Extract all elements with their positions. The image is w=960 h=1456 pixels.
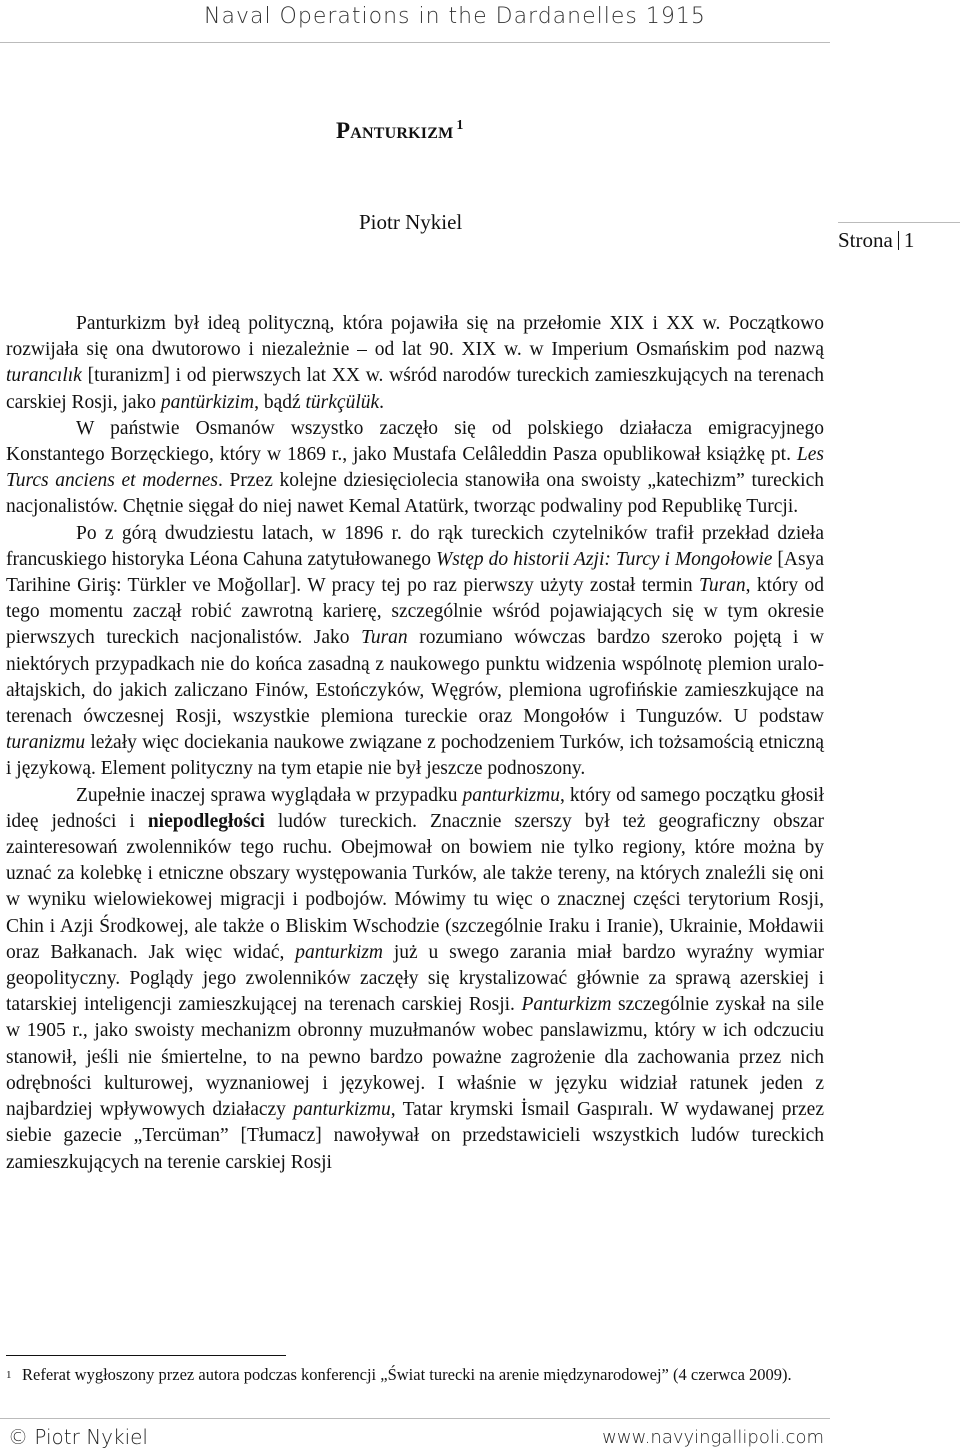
text-run: , który od tego momentu zaczął robić zawrotną karierę, szczególnie wśród pojawiających się w tym okresie pierwszych tureckich nacjonalistów. Jako xyxy=(6,575,824,649)
italic-term: panturkizmu xyxy=(462,784,560,806)
text-run: Panturkizm był ideą polityczną, która pojawiła się na przełomie XIX i XX w. Początkowo rozwijała się ona dwutorowo i niezależnie – od lat 90. XIX w. w Imperium Osmańskim pod nazwą xyxy=(6,313,824,361)
text-run: , Tatar krymski İsmail Gaspıralı. W wydawanej przez siebie gazecie „Tercüman” [Tłumacz] nawoływał on przedstawicieli wszystkich ludów tureckich zamieszkujących na terenie carskiej Rosji xyxy=(6,1099,824,1173)
body-text xyxy=(6,311,824,1176)
italic-term: Turan xyxy=(361,627,408,649)
page-number xyxy=(838,228,914,253)
text-run: [Asya Tarihine Giriş: Türkler ve Moğollar]. W pracy tej po raz pierwszy użyty został termin xyxy=(6,548,824,597)
running-footer xyxy=(0,1418,830,1456)
footnote-number: 1 xyxy=(6,1369,12,1381)
footnote-text: Referat wygłoszony przez autora podczas konferencji „Świat turecki na arenie międzynarodowej” (4 czerwca 2009). xyxy=(22,1365,792,1384)
author-name: Piotr Nykiel xyxy=(359,210,463,234)
title-footnote-ref[interactable]: 1 xyxy=(456,118,464,133)
paragraph-1 xyxy=(6,311,824,416)
page-marker-separator xyxy=(898,231,899,250)
text-run: rozumiano wówczas bardzo szeroko pojętą i w niektórych przypadkach nie do końca zasadną z naukowego punktu widzenia wspólnotę plemion uralo-ałtajskich, do jakich zaliczano Finów, Estończyków, Węgrów, plemiona ugrofińskie zamieszkujące na terenach ówczesnej Rosji, wszystkie plemiona tureckie oraz Mongołów i Tunguzów. U podstaw xyxy=(6,627,824,728)
text-run: , który od samego początku głosił ideę jedności i xyxy=(6,784,824,832)
running-title: Naval Operations in the Dardanelles 1915 xyxy=(204,4,706,29)
page-marker xyxy=(838,222,960,255)
running-header xyxy=(0,0,830,43)
italic-term: Turan xyxy=(699,575,746,597)
italic-term: panturkizmu xyxy=(293,1099,391,1121)
page-number-value: 1 xyxy=(903,228,915,252)
italic-term: panturkizm xyxy=(295,941,384,963)
text-run: szczególnie zyskał na sile w 1905 r., jako swoisty mechanizm obronny muzułmanów wobec panslawizmu, który w ich odczuciu stanowił, jeśli nie śmiertelne, to na pewno bardzo poważne zagrożenie dla zachowania przez nich odrębności kulturowej, wyznaniowej i językowej. I właśnie w języku widział ratunek jeden z najbardziej wpływowych działaczy xyxy=(6,994,825,1121)
paragraph-4 xyxy=(6,783,824,1176)
text-run: Zupełnie inaczej sprawa wyglądała w przypadku xyxy=(76,784,463,806)
text-run: leżały więc dociekania naukowe związane z pochodzeniem Turków, ich tożsamością etniczną i językową. Element polityczny na tym etapie nie był jeszcze podnoszony. xyxy=(6,732,824,780)
italic-title: Wstęp do historii Azji: Turcy i Mongołowie xyxy=(435,548,773,570)
text-run: już u swego zarania miał bardzo wyraźny wymiar geopolityczny. Poglądy jego zwolenników zaczęły się krystalizować głównie za sprawą azerskiej i tatarskiej inteligencji zamieszkującej na terenach carskiej Rosji. xyxy=(6,941,824,1016)
bold-term: niepodległości xyxy=(147,810,265,832)
paragraph-3 xyxy=(6,521,824,783)
text-run: ludów tureckich. Znacznie szerszy był też geograficzny obszar zainteresowań zwolenników tego ruchu. Obejmował on bowiem nie tylko regiony, które można by uznać za kolebkę i etniczne obszary występowania Turków, ale także tereny, na których znaleźli się oni w wyniku wielowiekowej migracji i podbojów. Mówimy tu więc o znacznej części terytorium Rosji, Chin i Azji Środkowej, ale także o Bliskim Wschodzie (szczególnie Iraku i Iranie), Ukrainie, Mołdawii oraz Bałkanach. Jak więc widać, xyxy=(6,810,824,963)
text-run: Po z górą dwudziestu latach, w 1896 r. do rąk tureckich czytelników trafił przekład dzieła francuskiego historyka Léona Cahuna zatytułowanego xyxy=(6,522,824,570)
paragraph-2 xyxy=(6,416,824,521)
text-run: [turanizm] i od pierwszych lat XX w. wśród narodów tureckich zamieszkujących na terenach carskiej Rosji, jako xyxy=(6,365,824,413)
footnote-separator xyxy=(6,1355,286,1356)
page-label: Strona xyxy=(838,228,893,252)
footnote xyxy=(6,1365,824,1385)
italic-term: turanizmu xyxy=(6,732,86,754)
text-run: . Przez kolejne dziesięciolecia stanowiła ona swoisty „katechizm” tureckich nacjonalistów. Chętnie sięgał do niej nawet Kemal Atatürk, tworząc podwaliny pod Republikę Turcji. xyxy=(6,470,824,518)
text-run: W państwie Osmanów wszystko zaczęło się od polskiego działacza emigracyjnego Konstantego Borzęckiego, który w 1869 r., jako Mustafa Celâleddin Pasza opublikował książkę pt. xyxy=(6,417,824,466)
italic-title: Les Turcs anciens et modernes xyxy=(6,444,824,492)
footer-copyright: © Piotr Nykiel xyxy=(8,1425,148,1449)
text-run: , bądź xyxy=(254,391,306,413)
italic-term: türkçülük xyxy=(305,391,380,413)
text-run: . xyxy=(379,391,385,413)
italic-term: Panturkizm xyxy=(521,994,612,1016)
footer-website-link[interactable]: www.navyingallipoli.com xyxy=(602,1427,824,1448)
italic-term: turancılık xyxy=(6,365,82,387)
title-text: Panturkizm xyxy=(336,118,454,143)
document-title xyxy=(336,118,464,144)
italic-term: pantürkizim xyxy=(160,391,255,413)
